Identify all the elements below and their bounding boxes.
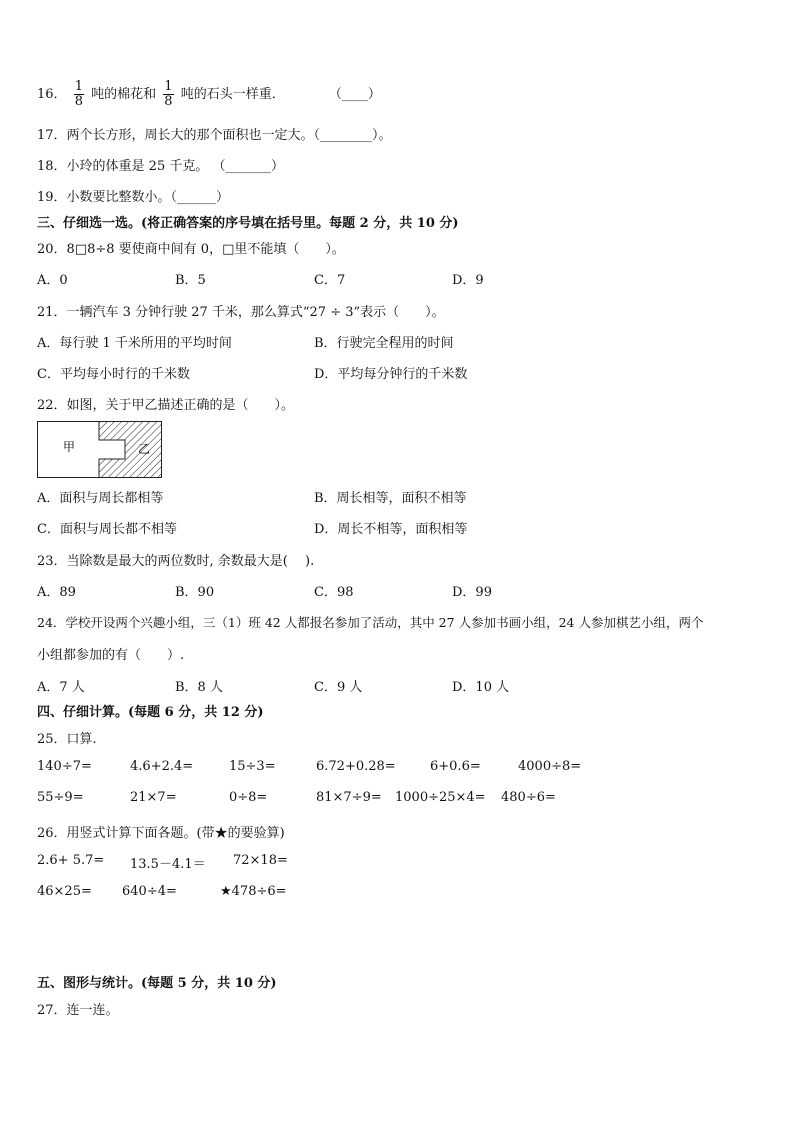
option-a[interactable]: A．89 — [37, 585, 76, 600]
option-b[interactable]: B．行驶完全程用的时间 — [314, 336, 454, 351]
option-c[interactable]: C．7 — [314, 273, 346, 288]
option-d[interactable]: D．周长不相等，面积相等 — [314, 522, 468, 537]
option-a[interactable]: A．7 人 — [37, 680, 85, 695]
option-a[interactable]: A．面积与周长都相等 — [37, 491, 164, 506]
calc-item: 4000÷8= — [518, 759, 582, 774]
option-a[interactable]: A．0 — [37, 273, 68, 288]
option-b[interactable]: B．90 — [175, 585, 215, 600]
section-heading: 五、图形与统计。(每题 5 分，共 10 分) — [37, 976, 277, 991]
answer-blank[interactable]: （____） — [328, 87, 381, 102]
section-heading: 三、仔细选一选。(将正确答案的序号填在括号里。每题 2 分，共 10 分) — [37, 216, 459, 231]
fraction-numerator: 1 — [164, 79, 173, 94]
question-text: 吨的棉花和 — [91, 87, 157, 102]
calc-item: 15÷3= — [229, 759, 276, 774]
option-c[interactable]: C．98 — [314, 585, 354, 600]
question-23-stem: 23．当除数是最大的两位数时, 余数最大是( ). — [37, 554, 315, 569]
question-24-stem-cont: 小组都参加的有（ ）. — [37, 648, 185, 663]
calc-item: 6+0.6= — [430, 759, 481, 774]
fraction — [163, 80, 173, 109]
shape-diagram — [37, 421, 163, 479]
option-d[interactable]: D．99 — [452, 585, 492, 600]
option-d[interactable]: D．10 人 — [452, 680, 510, 695]
fraction-denominator: 8 — [74, 94, 83, 109]
question-26-stem: 26．用竖式计算下面各题。(带★的要验算) — [37, 826, 285, 841]
calc-item: 480÷6= — [501, 790, 556, 805]
calc-item: 55÷9= — [37, 790, 84, 805]
calc-item: 140÷7= — [37, 759, 92, 774]
question-17: 17．两个长方形，周长大的那个面积也一定大。（________）。 — [37, 128, 392, 143]
section-heading: 四、仔细计算。(每题 6 分，共 12 分) — [37, 705, 264, 720]
option-b[interactable]: B．周长相等，面积不相等 — [314, 491, 467, 506]
question-18: 18．小玲的体重是 25 千克。 （_______） — [37, 159, 284, 174]
calc-item: 72×18= — [233, 853, 288, 868]
calc-item: 13.5－4.1＝ — [130, 857, 206, 872]
calc-item: 81×7÷9= — [316, 790, 382, 805]
question-number: 16． — [37, 87, 67, 102]
calc-item: 640÷4= — [122, 884, 177, 899]
fraction-denominator: 8 — [164, 94, 173, 109]
calc-item: 1000÷25×4= — [395, 790, 486, 805]
question-text: 吨的石头一样重． — [180, 87, 285, 102]
calc-item: 21×7= — [130, 790, 177, 805]
calc-item: 6.72+0.28= — [316, 759, 396, 774]
calc-item: 0÷8= — [229, 790, 268, 805]
question-16 — [37, 80, 381, 109]
question-24-stem: 24．学校开设两个兴趣小组，三（1）班 42 人都报名参加了活动，其中 27 人参加书画小组，24 人参加棋艺小组，两个 — [37, 615, 704, 630]
option-c[interactable]: C．平均每小时行的千米数 — [37, 367, 190, 382]
option-d[interactable]: D．平均每分钟行的千米数 — [314, 367, 468, 382]
label-jia: 甲 — [63, 440, 76, 454]
option-c[interactable]: C．9 人 — [314, 680, 363, 695]
calc-item: 2.6+ 5.7= — [37, 853, 105, 868]
option-c[interactable]: C．面积与周长都不相等 — [37, 522, 177, 537]
option-a[interactable]: A．每行驶 1 千米所用的平均时间 — [37, 336, 232, 351]
question-21-stem: 21．一辆汽车 3 分钟行驶 27 千米，那么算式“27 ÷ 3”表示（ ）。 — [37, 305, 445, 320]
calc-item: 46×25= — [37, 884, 92, 899]
question-22-stem: 22．如图，关于甲乙描述正确的是（ ）。 — [37, 398, 295, 413]
fraction — [74, 80, 84, 109]
question-19: 19．小数要比整数小。（______） — [37, 190, 230, 205]
question-20-stem: 20．8□8÷8 要使商中间有 0，□里不能填（ ）。 — [37, 242, 345, 257]
label-yi: 乙 — [138, 442, 151, 456]
question-27: 27．连一连。 — [37, 1003, 119, 1018]
option-b[interactable]: B．8 人 — [175, 680, 223, 695]
option-b[interactable]: B．5 — [175, 273, 206, 288]
fraction-numerator: 1 — [74, 79, 83, 94]
question-25-stem: 25．口算. — [37, 732, 97, 747]
option-d[interactable]: D．9 — [452, 273, 484, 288]
calc-item: 4.6+2.4= — [130, 759, 194, 774]
calc-item: ★478÷6= — [220, 884, 287, 899]
